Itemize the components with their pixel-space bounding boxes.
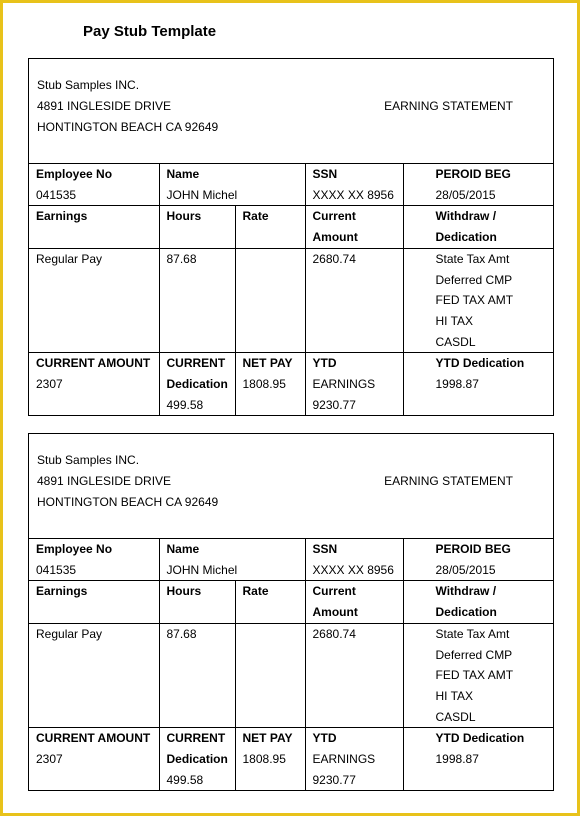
- employee-no-label: Employee No: [36, 542, 113, 556]
- current-amount-total: 2307: [36, 752, 63, 767]
- address-line-2: HONTINGTON BEACH CA 92649: [37, 120, 219, 134]
- page-title: Pay Stub Template: [83, 23, 217, 40]
- ytd-dedication-cell: [403, 353, 553, 416]
- net-pay-label: NET PAY: [242, 356, 293, 371]
- deduction-item: Deferred CMP: [435, 272, 513, 287]
- net-pay-value: 1808.95: [242, 377, 286, 392]
- deduction-item: CASDL: [435, 334, 476, 349]
- rate-label: Rate: [242, 584, 269, 599]
- table-row: [29, 623, 553, 728]
- current-ded-label: CURRENT: [166, 356, 226, 371]
- table-row: [29, 206, 553, 248]
- dedication-label: Dedication: [166, 752, 228, 767]
- company-name: Stub Samples INC.: [37, 453, 140, 467]
- ssn-cell: [305, 164, 403, 206]
- current-ded-value: 499.58: [166, 397, 204, 412]
- earnings-header: [29, 581, 159, 623]
- address-line-1: 4891 INGLESIDE DRIVE: [37, 474, 172, 488]
- hours-header: [159, 581, 235, 623]
- stub-table: [29, 538, 553, 790]
- rate-header: [235, 206, 305, 248]
- amount-label: Amount: [312, 605, 358, 620]
- withdraw-header: [403, 581, 553, 623]
- company-name: Stub Samples INC.: [37, 78, 140, 92]
- table-row: [29, 164, 553, 206]
- hours-value: 87.68: [166, 251, 197, 266]
- stub-header: [29, 59, 553, 163]
- ytd-label: YTD: [312, 356, 337, 371]
- employee-no-cell: [29, 164, 159, 206]
- employee-no-value: 041535: [36, 562, 77, 577]
- earnings-label: Earnings: [36, 584, 88, 599]
- stub-header: [29, 434, 553, 538]
- deduction-item: FED TAX AMT: [435, 293, 514, 308]
- net-pay-cell: [235, 728, 305, 791]
- ssn-label: SSN: [312, 542, 338, 556]
- deductions-cell: [403, 623, 553, 728]
- stub-table: [29, 163, 553, 415]
- net-pay-value: 1808.95: [242, 752, 286, 767]
- period-label: PEROID BEG: [435, 542, 511, 556]
- period-cell: [403, 164, 553, 206]
- employee-no-cell: [29, 539, 159, 581]
- withdraw-label: Withdraw /: [435, 584, 497, 599]
- earnings-header: [29, 206, 159, 248]
- table-row: [29, 581, 553, 623]
- employee-no-value: 041535: [36, 187, 77, 202]
- earning-statement-label: EARNING STATEMENT: [384, 99, 513, 113]
- deduction-item: HI TAX: [435, 688, 474, 703]
- current-dedication-cell: [159, 728, 235, 791]
- dedication-label: Dedication: [435, 605, 497, 620]
- name-label: Name: [166, 167, 200, 181]
- current-amount-label: CURRENT AMOUNT: [36, 731, 151, 746]
- current-amount-cell: [305, 623, 403, 728]
- current-amount-total-cell: [29, 728, 159, 791]
- withdraw-label: Withdraw /: [435, 209, 497, 224]
- deduction-item: State Tax Amt: [435, 626, 510, 641]
- withdraw-header: [403, 206, 553, 248]
- earning-type: Regular Pay: [36, 626, 103, 641]
- deductions-cell: [403, 248, 553, 353]
- employee-no-label: Employee No: [36, 167, 113, 181]
- ytd-earnings-value: 9230.77: [312, 772, 356, 787]
- address-line-2: HONTINGTON BEACH CA 92649: [37, 495, 219, 509]
- pay-stub-2: [28, 433, 554, 791]
- earning-statement-label: EARNING STATEMENT: [384, 474, 513, 488]
- ytd-ded-label: YTD Dedication: [435, 731, 525, 746]
- current-amount-cell: [305, 248, 403, 353]
- ytd-label: YTD: [312, 731, 337, 746]
- ytd-cell: [305, 728, 403, 791]
- ytd-earnings-label: EARNINGS: [312, 377, 376, 392]
- period-value: 28/05/2015: [435, 187, 496, 202]
- current-amount-value: 2680.74: [312, 251, 356, 266]
- deduction-item: Deferred CMP: [435, 647, 513, 662]
- dedication-label: Dedication: [166, 377, 228, 392]
- hours-value: 87.68: [166, 626, 197, 641]
- table-row: [29, 353, 553, 416]
- ytd-ded-value: 1998.87: [435, 377, 479, 392]
- deduction-item: HI TAX: [435, 313, 474, 328]
- hours-label: Hours: [166, 584, 202, 599]
- rate-cell: [235, 248, 305, 353]
- current-amount-total: 2307: [36, 377, 63, 392]
- amount-label: Amount: [312, 230, 358, 245]
- current-amount-total-cell: [29, 353, 159, 416]
- current-amount-header: [305, 206, 403, 248]
- hours-header: [159, 206, 235, 248]
- net-pay-cell: [235, 353, 305, 416]
- earnings-label: Earnings: [36, 209, 88, 224]
- ytd-ded-value: 1998.87: [435, 752, 479, 767]
- hours-cell: [159, 623, 235, 728]
- ytd-earnings-value: 9230.77: [312, 397, 356, 412]
- ytd-dedication-cell: [403, 728, 553, 791]
- current-dedication-cell: [159, 353, 235, 416]
- period-value: 28/05/2015: [435, 562, 496, 577]
- current-label: Current: [312, 209, 356, 224]
- ssn-label: SSN: [312, 167, 338, 181]
- name-value: JOHN Michel: [166, 562, 238, 577]
- earning-type-cell: [29, 623, 159, 728]
- current-amount-header: [305, 581, 403, 623]
- net-pay-label: NET PAY: [242, 731, 293, 746]
- deduction-item: State Tax Amt: [435, 251, 510, 266]
- current-label: Current: [312, 584, 356, 599]
- period-cell: [403, 539, 553, 581]
- deduction-item: CASDL: [435, 709, 476, 724]
- name-cell: [159, 539, 305, 581]
- rate-header: [235, 581, 305, 623]
- rate-cell: [235, 623, 305, 728]
- ssn-value: XXXX XX 8956: [312, 187, 394, 202]
- current-ded-value: 499.58: [166, 772, 204, 787]
- current-ded-label: CURRENT: [166, 731, 226, 746]
- dedication-label: Dedication: [435, 230, 497, 245]
- earning-type: Regular Pay: [36, 251, 103, 266]
- ytd-earnings-label: EARNINGS: [312, 752, 376, 767]
- table-row: [29, 728, 553, 791]
- pay-stub-1: [28, 58, 554, 416]
- name-cell: [159, 164, 305, 206]
- table-row: [29, 248, 553, 353]
- rate-label: Rate: [242, 209, 269, 224]
- earning-type-cell: [29, 248, 159, 353]
- ytd-ded-label: YTD Dedication: [435, 356, 525, 371]
- hours-cell: [159, 248, 235, 353]
- ssn-cell: [305, 539, 403, 581]
- deduction-item: FED TAX AMT: [435, 668, 514, 683]
- ytd-cell: [305, 353, 403, 416]
- name-value: JOHN Michel: [166, 187, 238, 202]
- ssn-value: XXXX XX 8956: [312, 562, 394, 577]
- hours-label: Hours: [166, 209, 202, 224]
- address-line-1: 4891 INGLESIDE DRIVE: [37, 99, 172, 113]
- current-amount-value: 2680.74: [312, 626, 356, 641]
- current-amount-label: CURRENT AMOUNT: [36, 356, 151, 371]
- name-label: Name: [166, 542, 200, 556]
- period-label: PEROID BEG: [435, 167, 511, 181]
- table-row: [29, 539, 553, 581]
